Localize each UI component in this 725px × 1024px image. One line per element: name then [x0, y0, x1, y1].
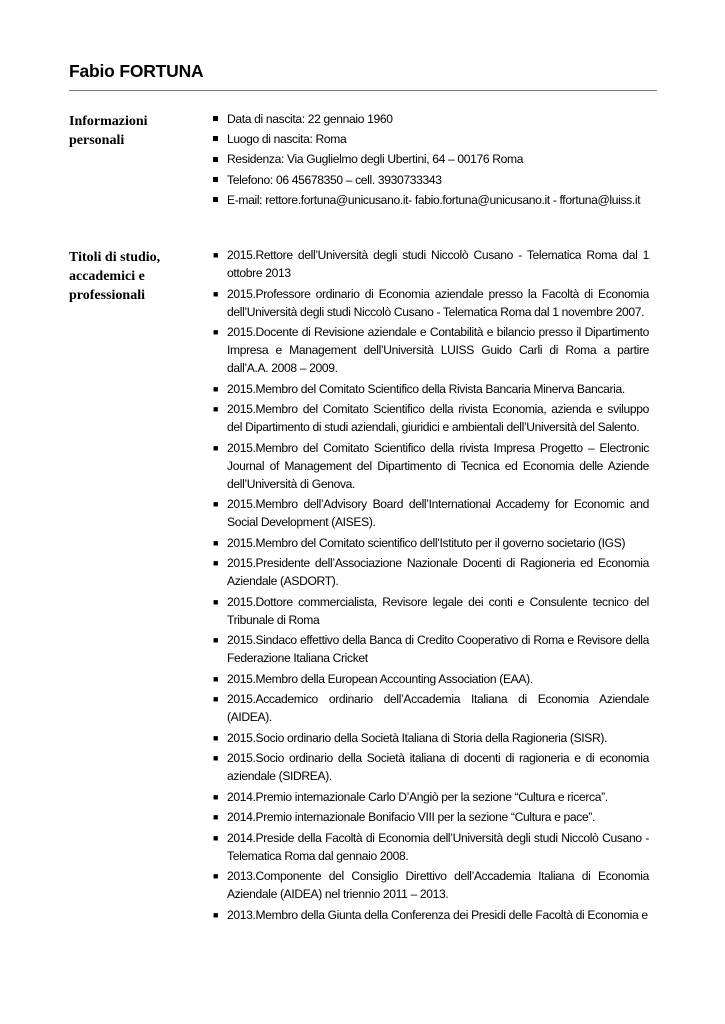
list-item: [212, 729, 649, 747]
bullet-icon: ■: [213, 250, 219, 260]
list-item: [212, 130, 649, 148]
bullet-icon: [213, 130, 223, 148]
list-item: [212, 380, 649, 398]
list-item: [212, 670, 649, 688]
list-item: [212, 690, 649, 726]
person-name: Fabio FORTUNA: [69, 61, 204, 81]
list-item-text: E-mail: rettore.fortuna@unicusano.it- fabio.fortuna@unicusano.it - ffortuna@luiss.it: [227, 192, 641, 207]
bullet-icon: ■: [213, 812, 219, 822]
list-item-text: 2015.Sindaco effettivo della Banca di Credito Cooperativo di Roma e Revisore della Federazione Italiana Cricket: [227, 633, 649, 665]
list-item-text: 2015.Membro del Comitato Scientifico della Rivista Bancaria Minerva Bancaria.: [227, 381, 625, 396]
titles-list: [212, 246, 649, 926]
list-item-text: 2015.Membro del Comitato scientifico dell’Istituto per il governo societario (IGS): [227, 535, 626, 550]
header-divider: [69, 90, 657, 91]
bullet-icon: ■: [213, 537, 219, 548]
list-item: [212, 150, 649, 168]
list-item-text: 2013.Membro della Giunta della Conferenza dei Presidi delle Facoltà di Economia e: [227, 907, 648, 922]
list-item: [212, 110, 649, 128]
bullet-icon: ■: [213, 499, 219, 509]
list-item: [212, 829, 649, 865]
section-title-personal: Informazioni personali: [69, 114, 148, 148]
bullet-icon: ■: [213, 383, 219, 394]
list-item-text: 2014.Preside della Facoltà di Economia dell’Università degli studi Niccolò Cusano - Telematica Roma dal gennaio 2008.: [227, 830, 649, 863]
list-item: [212, 246, 649, 282]
list-item-text: 2015.Professore ordinario di Economia aziendale presso la Facoltà di Economia dell’Università degli studi Niccolò Cusano - Telematica Roma dal 1 novembre 2007.: [227, 286, 649, 319]
bullet-icon: ■: [213, 442, 219, 453]
bullet-icon: [213, 171, 223, 189]
bullet-icon: ■: [213, 327, 219, 337]
list-item: [212, 495, 649, 531]
list-item-text: 2015.Rettore dell’Università degli studi Niccolò Cusano - Telematica Roma dal 1 ottobre 2013: [227, 248, 649, 280]
list-item: [212, 554, 649, 590]
bullet-icon: [213, 191, 223, 209]
bullet-icon: ■: [213, 791, 219, 802]
list-item-text: 2015.Socio ordinario della Società Italiana di Storia della Ragioneria (SISR).: [227, 730, 608, 745]
bullet-icon: ■: [213, 753, 219, 763]
list-item: [212, 808, 649, 826]
list-item-text: 2015.Socio ordinario della Società italiana di docenti di ragioneria e di economia aziendale (SIDREA).: [227, 751, 649, 783]
bullet-icon: [213, 110, 223, 128]
bullet-icon: ■: [213, 288, 219, 299]
list-item-text: 2015.Accademico ordinario dell’Accademia Italiana di Economia Aziendale (AIDEA).: [227, 692, 649, 724]
bullet-icon: ■: [213, 596, 219, 607]
list-item-text: Residenza: Via Guglielmo degli Ubertini, 64 – 00176 Roma: [227, 152, 524, 167]
list-item: [212, 593, 649, 629]
list-item: [212, 400, 649, 436]
bullet-icon: [213, 150, 223, 168]
list-item: [212, 171, 649, 189]
list-item-text: 2015.Dottore commercialista, Revisore legale dei conti e Consulente tecnico del Tribunale di Roma: [227, 594, 649, 627]
personal-info-list: [212, 110, 649, 211]
bullet-icon: ■: [213, 732, 219, 743]
list-item-text: 2014.Premio internazionale Carlo D’Angiò per la sezione “Cultura e ricerca”.: [227, 789, 608, 804]
list-item-text: 2015.Membro del Comitato Scientifico della rivista Impresa Progetto – Electronic Journal of Management del Dipartimento di Tecnica ed Economia delle Aziende dell’Università di Genova.: [227, 440, 649, 491]
bullet-icon: ■: [213, 673, 219, 684]
bullet-icon: ■: [213, 558, 219, 568]
list-item: [212, 906, 649, 924]
list-item-text: 2015.Membro dell’Advisory Board dell’International Accademy for Economic and Social Development (AISES).: [227, 497, 649, 529]
list-item-text: 2015.Membro della European Accounting Association (EAA).: [227, 671, 533, 686]
list-item-text: 2015.Presidente dell’Associazione Nazionale Docenti di Ragioneria ed Economia Aziendale (ASDORT).: [227, 556, 649, 588]
bullet-icon: ■: [213, 694, 219, 704]
list-item: [212, 191, 649, 209]
bullet-icon: ■: [213, 871, 219, 881]
list-item-text: 2015.Membro del Comitato Scientifico della rivista Economia, azienda e sviluppo del Dipartimento di studi aziendali, giuridici e ambientali dell’Università del Salento.: [227, 402, 649, 434]
list-item: [212, 323, 649, 377]
list-item: [212, 749, 649, 785]
list-item: [212, 534, 649, 552]
bullet-icon: ■: [213, 832, 219, 843]
list-item: [212, 439, 649, 493]
list-item: [212, 285, 649, 321]
list-item-text: 2014.Premio internazionale Bonifacio VIII per la sezione “Cultura e pace”.: [227, 810, 596, 824]
list-item: [212, 867, 649, 903]
list-item-text: 2013.Componente del Consiglio Direttivo dell’Accademia Italiana di Economia Aziendale (AIDEA) nel triennio 2011 – 2013.: [227, 869, 649, 901]
list-item-text: 2015.Docente di Revisione aziendale e Contabilità e bilancio presso il Dipartimento Impresa e Management dell’Università LUISS Guido Carli di Roma a partire dall’A.A. 2008 – 2009.: [227, 325, 649, 375]
bullet-icon: ■: [213, 404, 219, 414]
bullet-icon: ■: [213, 635, 219, 645]
section-title-studies: Titoli di studio, accademici e professionali: [69, 250, 161, 303]
list-item-text: Telefono: 06 45678350 – cell. 3930733343: [227, 172, 442, 187]
list-item: [212, 631, 649, 667]
list-item-text: Data di nascita: 22 gennaio 1960: [227, 112, 393, 126]
bullet-icon: ■: [213, 909, 219, 920]
list-item: [212, 788, 649, 806]
list-item-text: Luogo di nascita: Roma: [227, 132, 347, 147]
